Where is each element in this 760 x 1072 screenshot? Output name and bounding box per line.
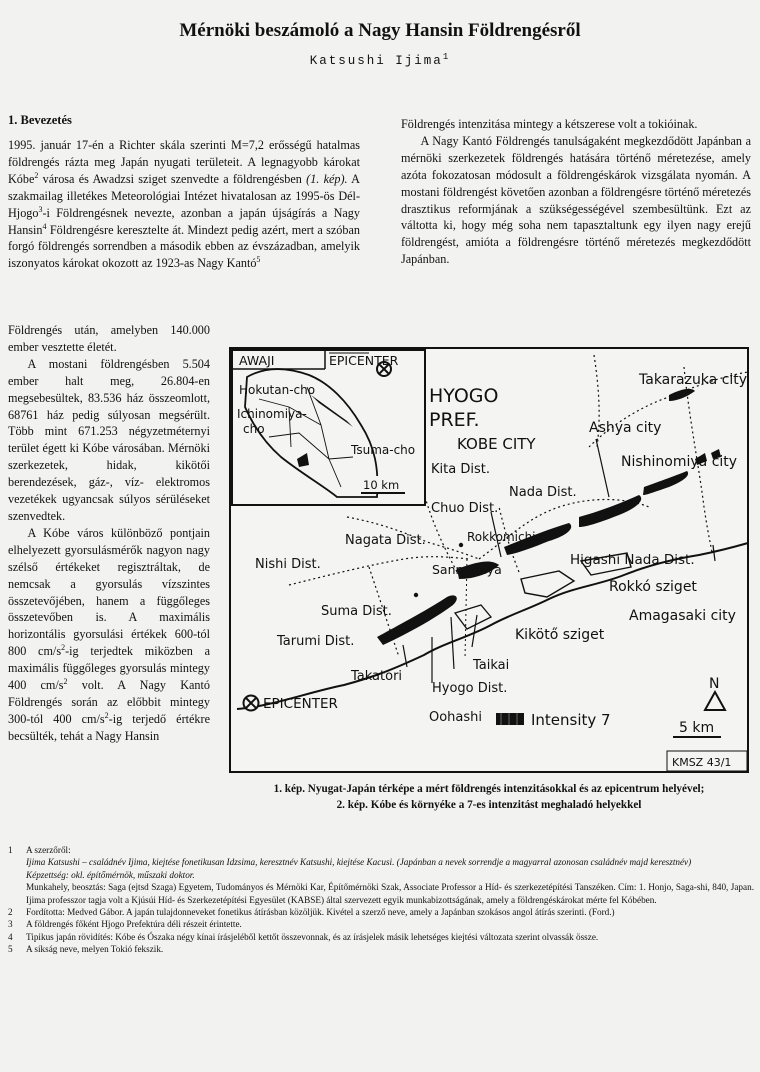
intro-paragraph (8, 137, 360, 272)
footnote-text: A szerzőről: (26, 845, 71, 855)
label-nada: Nada Dist. (509, 485, 577, 500)
superscript: 2 (104, 710, 109, 720)
label-kita: Kita Dist. (431, 462, 490, 477)
footnote-2 (8, 906, 754, 918)
label-nagata: Nagata Dist. (345, 533, 426, 548)
footnote-3 (8, 918, 754, 930)
footnote-number: 4 (8, 931, 13, 942)
paper-title: Mérnöki beszámoló a Nagy Hansin Földrengésről (179, 20, 581, 41)
label-ashya: Ashya city (589, 420, 662, 436)
epicenter-icon (244, 696, 259, 711)
footnote-text: Fordította: Medved Gábor. A japán tulajdonneveket fonetikus átírásban közöljük. Kivétel a szerző neve, amely a Japánban szokásos angol átírás szerinti. (Ford.) (26, 907, 615, 918)
footnote-ref: 3 (38, 204, 43, 214)
label-higashi-nada: Higashi Nada Dist. (570, 552, 695, 568)
north-label: N (709, 676, 720, 692)
footnote-4 (8, 931, 754, 943)
label-hyogo: HYOGO (429, 385, 499, 407)
intensity-legend-swatch (496, 713, 524, 725)
stamp-label: KMSZ 43/1 (672, 756, 732, 769)
inset-label-cho: cho (243, 422, 265, 436)
footnote-text: Képzettség: okl. építőmérnök, műszaki doktor. (26, 869, 195, 880)
inset-label-hokutan: Hokutan-cho (239, 383, 316, 397)
inset-label-tsuma: Tsuma-cho (351, 443, 416, 457)
label-epicenter: EPICENTER (263, 696, 338, 712)
caption-line-2: 2. kép. Kóbe és környéke a 7-es intenzitást meghaladó helyekkel (336, 798, 642, 811)
left-column-lower (8, 322, 210, 745)
label-taikai: Taikai (473, 658, 510, 673)
figure-caption (226, 782, 752, 813)
legend-label: Intensity 7 (531, 711, 611, 729)
location-dot (414, 593, 418, 597)
superscript: 2 (61, 643, 66, 653)
footnote-text: Munkahely, beosztás: Saga (ejtsd Szaga) Egyetem, Tudományos és Mérnöki Kar, Építőmérnöki Szak, Associate Professor a Híd- és szerkezetépítési Tanszéken. Cím: 1. Honjo, Saga-shi, 840, Japan. Ijima professzor tagja volt a Kjúsúi Híd- és Szerkezetépítési Egyesület (KABSE) által szervezett egyik munkabizottságának, amely a földrengéskárokat mérte fel Kóbében. (26, 882, 754, 905)
intro-text (8, 137, 360, 272)
label-rokkomichi: Rokkomichi (467, 530, 536, 544)
kobe-map (229, 347, 749, 773)
inset-label-epicenter: EPICENTER (329, 353, 399, 368)
label-suma: Suma Dist. (321, 604, 392, 619)
paragraph-intensity: Földrengés intenzitása mintegy a kétszerese volt a tokióinak. (401, 117, 698, 131)
text-run: -ig terjedő értékre becsülték, tehát a Nagy Hansin (8, 711, 210, 743)
section-heading: 1. Bevezetés (8, 113, 72, 127)
author-footnote-ref: 1 (442, 52, 451, 62)
footnote-number: 5 (8, 944, 13, 955)
label-takatori: Takatori (351, 669, 403, 684)
footnote-text: A síkság neve, melyen Tokió fekszik. (26, 944, 164, 955)
label-tarumi: Tarumi Dist. (277, 634, 355, 649)
label-amagasaki: Amagasaki city (629, 608, 736, 624)
footnote-ref: 4 (42, 221, 47, 231)
footnote-1 (8, 844, 754, 906)
label-rokko-sziget: Rokkó sziget (609, 579, 697, 595)
author-line (0, 52, 760, 68)
label-pref: PREF. (429, 409, 480, 431)
footnote-text: A földrengés főként Hjogo Prefektúra déli részeit érintette. (26, 919, 242, 930)
paragraph-design: A Nagy Kantó Földrengés tanulságaként megkezdődött Japánban a mérnöki szerkezetek földrengés hatására történő méretezése, amely azóta fokozatosan módosult a földrengéskárok vizsgálata nyomán. A mostani földrengést követően azonban a földrengésre történő méretezés drasztikus reformjának a szükségességével szembesültünk. Ezt az váltotta ki, hogy még soha nem tapasztaltunk egy ilyen nagy erejű földrengést, amióta a földrengésre történő méretezés megkezdődött Japánban. (401, 133, 751, 267)
footnote-number: 2 (8, 907, 13, 918)
label-takarazuka: Takarazuka city (639, 372, 748, 388)
kobe-map-figure (229, 347, 749, 773)
awaji-inset (232, 350, 425, 505)
location-dot (459, 543, 463, 547)
text-run: -ig terjedtek miközben a maximális függőleges gyorsulás mintegy 400 cm/s (8, 644, 210, 693)
text-run: A szakmailag illetékes Meteorológiai Intézet hivatalosan az 1995-ös Dél-Hjogo (8, 171, 360, 220)
caption-line-1: 1. kép. Nyugat-Japán térképe a mért földrengés intenzitásokkal és az epicentrum helyével; (273, 783, 705, 795)
text-run: -i Földrengésnek nevezte, azonban a japán újságírás a Nagy Hansin (8, 205, 360, 237)
label-hyogo-dist: Hyogo Dist. (432, 681, 508, 696)
text-run: 1995. január 17-én a Richter skála szerinti M=7,2 erősségű hatalmas földrengés rázta meg Japán nyugati területeit. A legnagyobb károkat Kóbe (8, 138, 360, 186)
text-run: Földrengésre keresztelte át. Mindezt pedig azért, mert a szóban forgó földrengés sorrendben a második ebben az évszázadban, amelyik iszonyatos károkat okozott az 1923-as Nagy Kantó (8, 222, 360, 271)
text-run: A Kóbe város különböző pontjain elhelyezett gyorsulásmérők nagyon nagy szélső értékeket regisztráltak, de nemcsak a gyorsulás vízszintes összetevőjében, hanem a függőleges összetevőben is. A maximális horizontális gyorsulási értékek 600-tól 800 cm/s (8, 525, 210, 659)
label-oohashi: Oohashi (429, 710, 483, 725)
footnote-ref: 5 (256, 255, 261, 265)
inset-scale-label: 10 km (363, 478, 400, 492)
inset-label-awaji: AWAJI (239, 353, 275, 368)
label-chuo: Chuo Dist. (431, 501, 499, 516)
scale-label: 5 km (679, 720, 715, 736)
footnote-number: 3 (8, 919, 13, 930)
label-kobe-city: KOBE CITY (457, 435, 536, 453)
label-nishinomiya: Nishinomiya city (621, 454, 738, 470)
footnotes (8, 844, 754, 956)
paragraph-acceleration (8, 525, 210, 745)
superscript: 2 (63, 676, 68, 686)
text-run: volt. A Nagy Kantó Földrengés során az előbbit mintegy 300-tól 400 cm/s (8, 678, 210, 726)
label-kikoto-sziget: Kikötő sziget (515, 627, 605, 643)
inset-label-ichinomiya: Ichinomiya- (237, 407, 307, 421)
footnote-5 (8, 943, 754, 955)
footnote-ref: 2 (34, 170, 39, 180)
label-sannomiya: Sannomiya (432, 562, 502, 577)
footnote-text: Tipikus japán rövidítés: Kóbe és Ószaka négy kínai írásjeléből kettőt összevonnak, és az írásjelek másik lehetséges kiejtési változata szerint olvassák össze. (26, 931, 599, 942)
author-name: Katsushi Ijima (309, 54, 443, 69)
paragraph-casualties: A mostani földrengésben 5.504 ember halt meg, 26.804-en megsebesültek, 83.536 ház összeomlott, 68761 ház pedig súlyosan megsérült. Több mint 671.253 négyzetméternyi terület égett ki Kóbe városában. Mérnöki szerkezetek, hidak, kikötői berendezések, gáz-, víz- elektromos vezetékek ugyancsak súlyos sérüléseket szenvedtek. (8, 356, 210, 523)
label-nishi: Nishi Dist. (255, 557, 321, 572)
text-run: városa és Awadzsi sziget szenvedte a földrengésben (38, 171, 307, 186)
footnote-number: 1 (8, 845, 13, 855)
paragraph-kanto: Földrengés után, amelyben 140.000 ember vesztette életét. (8, 323, 210, 354)
footnote-text: Ijima Katsushi – családnév Ijima, kiejtése fonetikusan Idzsima, keresztnév Katsushi, kiejtése Kacusi. (Japánban a nevek sorrendje a magyarral azonosan családnév majd keresztnév) (26, 857, 692, 868)
figure-ref: (1. kép). (306, 171, 348, 186)
right-column (401, 116, 751, 268)
